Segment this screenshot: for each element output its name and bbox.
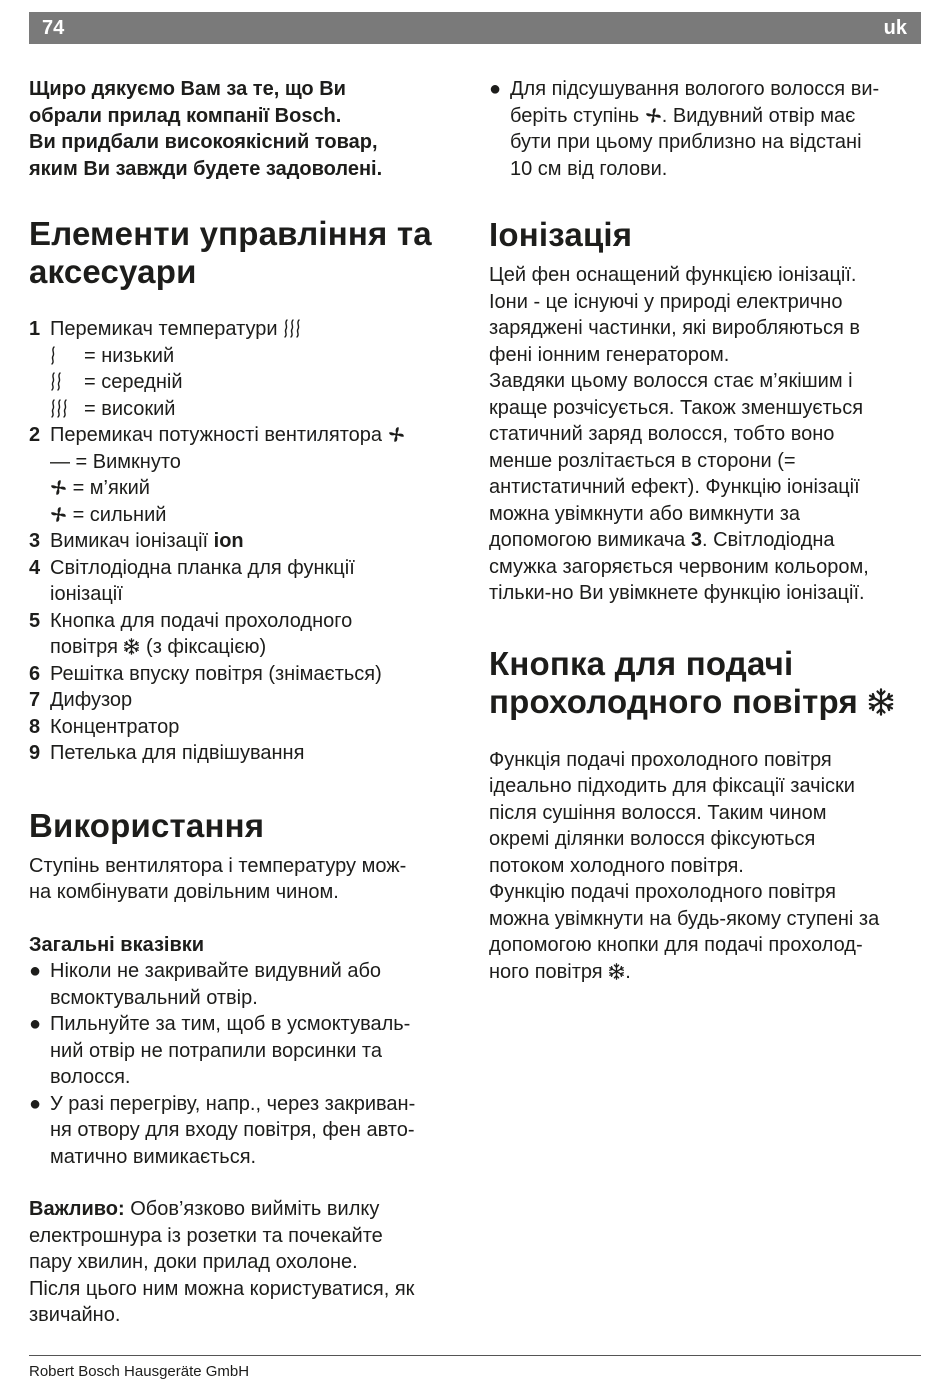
heading-line: Кнопка для подачі — [489, 644, 794, 682]
bullet-text: . Видувний отвір має — [661, 104, 856, 127]
heat-low-icon — [50, 346, 84, 365]
list-item — [29, 1011, 464, 1091]
bullet-text: Ніколи не закривайте видувний або — [50, 960, 382, 982]
footer-text: Robert Bosch Hausgeräte GmbH — [29, 1363, 250, 1380]
para-line: смужка загоряється червоним кольором, — [489, 555, 869, 578]
para-line: статичний заряд волосся, тобто воно — [489, 423, 835, 445]
usage-paragraph — [29, 853, 464, 906]
important-text: Обов’язково вийміть вилку — [130, 1198, 380, 1220]
para-line: . — [625, 960, 631, 983]
bullet-icon: ● — [29, 960, 42, 982]
bullet-icon: ● — [29, 1013, 42, 1035]
item-text: Концентратор — [50, 715, 180, 738]
bullet-text: Для підсушування вологого волосся ви- — [510, 78, 880, 100]
fan-icon — [50, 504, 67, 521]
controls-heading — [29, 215, 464, 291]
important-text: пару хвилин, доки прилад охолоне. — [29, 1251, 358, 1273]
para-line: Іони - це існуючі у природі електрично — [489, 290, 843, 313]
left-column — [29, 76, 464, 1329]
general-notes-heading: Загальні вказівки — [29, 933, 205, 956]
para-line: окремі ділянки волосся фіксуються — [489, 828, 816, 850]
list-item — [29, 608, 464, 661]
item-number: 8 — [29, 715, 41, 738]
list-item — [29, 316, 464, 343]
temp-level-high — [29, 396, 464, 423]
heading-line: Елементи управління та — [29, 215, 432, 252]
fan-icon — [50, 477, 67, 494]
list-item — [29, 422, 464, 449]
bullet-text: ний отвір не потрапили ворсинки та — [50, 1039, 382, 1062]
fan-level-soft — [29, 475, 464, 502]
intro-line: Ви придбали високоякісний товар, — [29, 131, 378, 153]
page-number: 74 — [42, 17, 65, 39]
cool-air-text — [489, 747, 921, 986]
bullet-text: бути при цьому приблизно на відстані — [510, 131, 862, 153]
ionization-heading: Іонізація — [489, 216, 633, 253]
intro-line: обрали прилад компанії Bosch. — [29, 104, 342, 127]
bullet-icon: ● — [489, 78, 502, 100]
item-number: 5 — [29, 609, 41, 632]
para-line: Завдяки цьому волосся стає м’якішим і — [489, 370, 853, 392]
item-number: 6 — [29, 662, 41, 685]
bullet-text: беріть ступінь — [510, 104, 640, 127]
fan-icon — [645, 105, 662, 122]
item-text: Решітка впуску повітря (знімається) — [50, 662, 382, 685]
temp-level-medium — [29, 369, 464, 396]
list-item — [29, 555, 464, 608]
item-number: 3 — [29, 530, 41, 552]
page-header — [29, 12, 921, 44]
bullet-text: Пильнуйте за тим, щоб в усмоктуваль- — [50, 1013, 411, 1035]
important-label: Важливо: — [29, 1198, 125, 1220]
intro-line: Щиро дякуємо Вам за те, що Ви — [29, 78, 346, 100]
right-column — [489, 76, 921, 985]
important-text: Після цього ним можна користуватися, як — [29, 1277, 415, 1300]
level-label: = низький — [84, 344, 175, 367]
heat-high-icon — [50, 399, 84, 418]
item-text: Петелька для підвішування — [50, 742, 305, 764]
bullet-text: ня отвору для входу повітря, фен авто- — [50, 1119, 415, 1141]
item-text: повітря — [50, 636, 118, 658]
item-text: Вимикач іонізації — [50, 530, 209, 552]
important-note — [29, 1196, 464, 1329]
heading-line: аксесуари — [29, 253, 197, 290]
important-text: звичайно. — [29, 1304, 121, 1326]
para-line: фені іонним генератором. — [489, 343, 730, 366]
item-text: Перемикач потужності вентилятора — [50, 424, 383, 446]
list-item — [489, 76, 921, 182]
intro-text — [29, 76, 464, 182]
bullet-text: волосся. — [50, 1066, 131, 1088]
list-item — [29, 661, 464, 688]
para-line: менше розлітається в сторони (= — [489, 449, 796, 472]
para-line: можна увімкнути або вимкнути за — [489, 502, 801, 525]
important-text: електрошнура із розетки та почекайте — [29, 1224, 383, 1247]
para-line: антистатичний ефект). Функцію іонізації — [489, 476, 860, 498]
heading-line: прохолодного повітря — [489, 682, 858, 720]
para-line: Ступінь вентилятора і температуру мож- — [29, 854, 407, 877]
para-line: Функцію подачі прохолодного повітря — [489, 881, 836, 903]
bullet-text: 10 см від голови. — [510, 157, 668, 180]
para-line: тільки-но Ви увімкнете функцію іонізації. — [489, 582, 865, 604]
para-line: після сушіння волосся. Таким чином — [489, 801, 827, 824]
item-text: (з фіксацією) — [146, 636, 267, 658]
item-text: іонізації — [50, 583, 123, 605]
para-line: ідеально підходить для фіксації зачіски — [489, 775, 855, 797]
level-label: = м’який — [72, 477, 150, 499]
item-number: 4 — [29, 556, 41, 579]
usage-heading: Використання — [29, 806, 265, 844]
snowflake-icon — [123, 636, 140, 653]
list-item — [29, 687, 464, 714]
item-number: 9 — [29, 742, 41, 764]
para-line: допомогою кнопки для подачі прохолод- — [489, 934, 863, 956]
para-line: ного повітря — [489, 960, 603, 983]
level-label: = середній — [84, 371, 183, 393]
para-line: Цей фен оснащений функцією іонізації. — [489, 264, 857, 286]
para-line: потоком холодного повітря. — [489, 854, 744, 877]
item-text: Дифузор — [50, 689, 133, 711]
heat-medium-icon — [50, 372, 84, 391]
list-item — [29, 714, 464, 741]
para-line: . Світлодіодна — [701, 529, 835, 551]
cool-air-heading — [489, 645, 921, 721]
item-number: 1 — [29, 318, 41, 340]
bullet-text: матично вимикається. — [50, 1145, 257, 1168]
general-notes-list — [29, 958, 464, 1170]
para-line: заряджені частинки, які виробляються в — [489, 317, 861, 339]
footer-divider — [29, 1355, 921, 1356]
level-label: — = Вимкнуто — [50, 450, 181, 473]
fan-icon — [388, 424, 405, 441]
list-item — [29, 740, 464, 767]
item-number: 2 — [29, 424, 41, 446]
fan-level-strong — [29, 502, 464, 529]
para-line: краще розчісується. Також зменшується — [489, 396, 864, 419]
ionization-text — [489, 262, 921, 607]
ion-label: ion — [213, 530, 244, 552]
snowflake-icon — [867, 686, 895, 714]
para-line: Функція подачі прохолодного повітря — [489, 748, 832, 771]
item-text: Кнопка для подачі прохолодного — [50, 609, 353, 632]
para-line: допомогою вимикача — [489, 529, 686, 551]
intro-line: яким Ви завжди будете задоволені. — [29, 157, 383, 180]
item-text: Перемикач температури — [50, 318, 278, 340]
level-label: = високий — [84, 397, 176, 420]
item-reference: 3 — [690, 529, 702, 551]
item-number: 7 — [29, 689, 41, 711]
bullet-icon: ● — [29, 1092, 42, 1115]
controls-list — [29, 316, 464, 767]
language-code: uk — [883, 17, 907, 39]
list-item — [29, 1091, 464, 1171]
list-item — [29, 528, 464, 555]
para-line: можна увімкнути на будь-якому ступені за — [489, 907, 880, 930]
fan-level-off — [29, 449, 464, 476]
temp-level-low — [29, 343, 464, 370]
bullet-text: У разі перегріву, напр., через закриван- — [50, 1092, 416, 1115]
item-text: Світлодіодна планка для функції — [50, 556, 355, 579]
heat-high-icon — [283, 319, 303, 338]
level-label: = сильний — [72, 503, 167, 526]
bullet-text: всмоктувальний отвір. — [50, 986, 258, 1009]
para-line: на комбінувати довільним чином. — [29, 881, 339, 903]
list-item — [29, 958, 464, 1011]
snowflake-icon — [608, 961, 625, 978]
